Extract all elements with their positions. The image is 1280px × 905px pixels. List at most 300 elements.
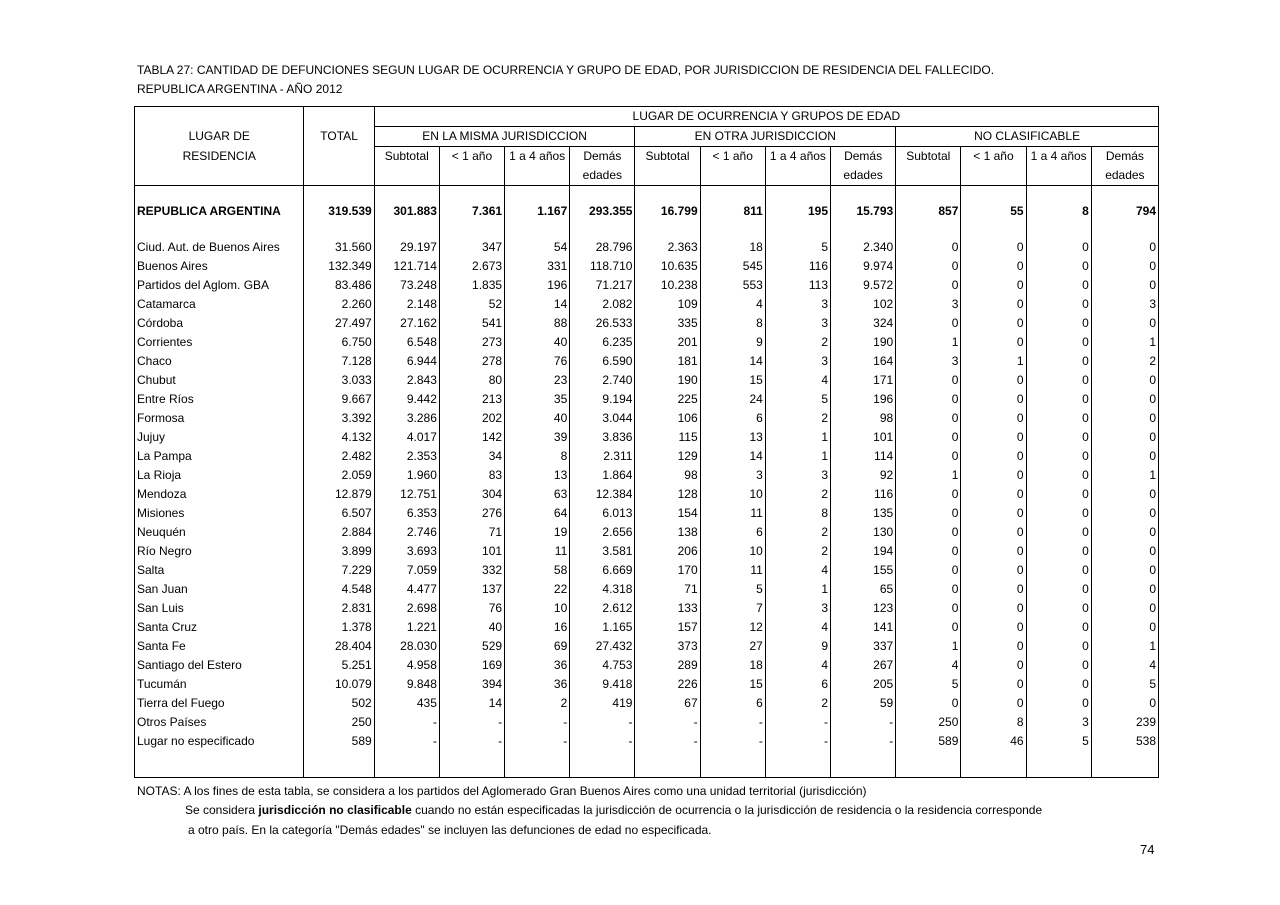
cell: 31.560 [304, 238, 374, 257]
cell: 0 [896, 447, 961, 466]
cell: 0 [896, 428, 961, 447]
cell: 4.318 [570, 580, 635, 599]
table-row [135, 561, 1159, 580]
cell: 419 [570, 694, 635, 713]
cell: 0 [1091, 314, 1158, 333]
cell: 10 [700, 542, 765, 561]
cell: 0 [1026, 276, 1091, 295]
cell: 2.148 [374, 295, 439, 314]
table-row [135, 713, 1159, 732]
notes-line2: Se considera jurisdicción no clasificable cuando no están especificadas la jurisdicción de ocurrencia o la jurisdicción de residencia o la residencia corresponde [185, 803, 1043, 817]
cell: 24 [700, 390, 765, 409]
cell: 195 [765, 198, 830, 224]
cell: 101 [831, 428, 896, 447]
cell: 1.864 [570, 466, 635, 485]
cell: 14 [505, 295, 570, 314]
cell: 6.590 [570, 352, 635, 371]
cell: 8 [505, 447, 570, 466]
cell: 0 [961, 637, 1026, 656]
cell: - [831, 713, 896, 732]
row-name: Río Negro [135, 542, 304, 561]
cell: 1 [896, 637, 961, 656]
cell: 589 [304, 732, 374, 751]
cell: 0 [961, 371, 1026, 390]
cell: 589 [896, 732, 961, 751]
table-row [135, 694, 1159, 713]
table-row [135, 295, 1159, 314]
cell: 347 [439, 238, 504, 257]
cell: 0 [961, 485, 1026, 504]
cell: 19 [505, 523, 570, 542]
cell: 1 [765, 580, 830, 599]
cell: 2.698 [374, 599, 439, 618]
cell: 54 [505, 238, 570, 257]
header-subtotal: Subtotal [635, 147, 700, 167]
cell: 0 [961, 561, 1026, 580]
cell: 553 [700, 276, 765, 295]
row-name: Santa Cruz [135, 618, 304, 637]
cell: 102 [831, 295, 896, 314]
cell: 3.836 [570, 428, 635, 447]
cell: 196 [831, 390, 896, 409]
cell: 373 [635, 637, 700, 656]
cell: 29.197 [374, 238, 439, 257]
cell: 9 [700, 333, 765, 352]
row-name: Salta [135, 561, 304, 580]
row-name: La Pampa [135, 447, 304, 466]
cell: 5.251 [304, 656, 374, 675]
cell: 170 [635, 561, 700, 580]
cell: 0 [1091, 276, 1158, 295]
cell: 0 [961, 523, 1026, 542]
table-row [135, 656, 1159, 675]
cell: 0 [1026, 580, 1091, 599]
cell: 12.384 [570, 485, 635, 504]
cell: 794 [1091, 198, 1158, 224]
cell: 137 [439, 580, 504, 599]
cell: 0 [896, 409, 961, 428]
cell: 1 [765, 447, 830, 466]
cell: 2 [505, 694, 570, 713]
cell: 106 [635, 409, 700, 428]
cell: 3 [765, 466, 830, 485]
cell: 0 [1091, 409, 1158, 428]
cell: 1.165 [570, 618, 635, 637]
summary-row [135, 198, 1159, 224]
cell: 0 [896, 257, 961, 276]
cell: 73.248 [374, 276, 439, 295]
cell: 205 [831, 675, 896, 694]
cell: 28.030 [374, 637, 439, 656]
cell: 394 [439, 675, 504, 694]
cell: 335 [635, 314, 700, 333]
cell: 8 [700, 314, 765, 333]
header-subtotal: Subtotal [896, 147, 961, 167]
cell: 13 [505, 466, 570, 485]
cell: 2.656 [570, 523, 635, 542]
cell: 3 [896, 352, 961, 371]
cell: 6.353 [374, 504, 439, 523]
cell: 4.132 [304, 428, 374, 447]
cell: 5 [1026, 732, 1091, 751]
cell: 304 [439, 485, 504, 504]
table-row [135, 523, 1159, 542]
cell: 0 [896, 561, 961, 580]
cell: 15 [700, 371, 765, 390]
cell: 83 [439, 466, 504, 485]
row-name: La Rioja [135, 466, 304, 485]
cell: 0 [896, 599, 961, 618]
header-demas: Demás [1091, 147, 1158, 167]
cell: 0 [896, 390, 961, 409]
row-name: Santa Fe [135, 637, 304, 656]
row-name: Neuquén [135, 523, 304, 542]
cell: 0 [961, 694, 1026, 713]
cell: 4 [765, 371, 830, 390]
cell: 9.974 [831, 257, 896, 276]
table-subtitle: REPUBLICA ARGENTINA - AÑO 2012 [137, 82, 343, 96]
table-row [135, 675, 1159, 694]
header-1a4: 1 a 4 años [505, 147, 570, 167]
cell: 2 [765, 409, 830, 428]
cell: 0 [1026, 314, 1091, 333]
cell: 2.746 [374, 523, 439, 542]
cell: 0 [896, 618, 961, 637]
cell: 435 [374, 694, 439, 713]
cell: 171 [831, 371, 896, 390]
cell: 250 [896, 713, 961, 732]
cell: 0 [1026, 352, 1091, 371]
cell: 6.750 [304, 333, 374, 352]
cell: 98 [635, 466, 700, 485]
cell: 11 [505, 542, 570, 561]
cell: 0 [961, 675, 1026, 694]
cell: - [570, 713, 635, 732]
cell: 133 [635, 599, 700, 618]
cell: 9.848 [374, 675, 439, 694]
cell: 76 [505, 352, 570, 371]
cell: 12.879 [304, 485, 374, 504]
cell: - [765, 732, 830, 751]
table-row [135, 732, 1159, 751]
row-name: San Luis [135, 599, 304, 618]
cell: 101 [439, 542, 504, 561]
cell: 6.669 [570, 561, 635, 580]
cell: 28.796 [570, 238, 635, 257]
cell: 0 [961, 542, 1026, 561]
cell: 2 [765, 542, 830, 561]
row-name: Santiago del Estero [135, 656, 304, 675]
header-1a4: 1 a 4 años [765, 147, 830, 167]
cell: 10 [700, 485, 765, 504]
cell: 46 [961, 732, 1026, 751]
table-row [135, 542, 1159, 561]
cell: 130 [831, 523, 896, 542]
table-row [135, 447, 1159, 466]
header-lt1: < 1 año [439, 147, 504, 167]
cell: 27 [700, 637, 765, 656]
table-row [135, 599, 1159, 618]
cell: 6.548 [374, 333, 439, 352]
cell: 0 [1091, 238, 1158, 257]
cell: 14 [700, 447, 765, 466]
cell: 1.221 [374, 618, 439, 637]
cell: 64 [505, 504, 570, 523]
cell: 0 [1026, 599, 1091, 618]
cell: 80 [439, 371, 504, 390]
cell: - [700, 732, 765, 751]
table-row [135, 276, 1159, 295]
row-name: Chubut [135, 371, 304, 390]
cell: 71 [635, 580, 700, 599]
cell: 2.843 [374, 371, 439, 390]
cell: 0 [1091, 523, 1158, 542]
header-no-clasificable: NO CLASIFICABLE [896, 127, 1159, 147]
table-title: TABLA 27: CANTIDAD DE DEFUNCIONES SEGUN LUGAR DE OCURRENCIA Y GRUPO DE EDAD, POR JURISDICCION DE RESIDENCIA DEL FALLECIDO. [137, 63, 995, 77]
cell: 10.238 [635, 276, 700, 295]
row-name: Tucumán [135, 675, 304, 694]
cell: 0 [1091, 561, 1158, 580]
cell: 0 [961, 333, 1026, 352]
header-lugar-ocurrencia: LUGAR DE OCURRENCIA Y GRUPOS DE EDAD [374, 107, 1158, 127]
cell: 0 [1091, 485, 1158, 504]
cell: 5 [1091, 675, 1158, 694]
cell: 0 [1026, 675, 1091, 694]
cell: 27.497 [304, 314, 374, 333]
cell: 181 [635, 352, 700, 371]
row-name: San Juan [135, 580, 304, 599]
cell: 2.340 [831, 238, 896, 257]
cell: 3 [1091, 295, 1158, 314]
cell: 40 [439, 618, 504, 637]
cell: - [831, 732, 896, 751]
cell: 0 [961, 314, 1026, 333]
cell: 114 [831, 447, 896, 466]
cell: 6.235 [570, 333, 635, 352]
cell: 0 [1091, 390, 1158, 409]
cell: 0 [1026, 390, 1091, 409]
cell: 502 [304, 694, 374, 713]
cell: 59 [831, 694, 896, 713]
cell: 0 [961, 447, 1026, 466]
cell: 88 [505, 314, 570, 333]
cell: 332 [439, 561, 504, 580]
cell: 3.392 [304, 409, 374, 428]
cell: 2.059 [304, 466, 374, 485]
cell: 3.581 [570, 542, 635, 561]
row-name: Mendoza [135, 485, 304, 504]
cell: 1 [1091, 333, 1158, 352]
cell: 71 [439, 523, 504, 542]
cell: 6.507 [304, 504, 374, 523]
header-lt1: < 1 año [961, 147, 1026, 167]
table-row [135, 618, 1159, 637]
cell: 0 [1026, 485, 1091, 504]
row-name: Otros Países [135, 713, 304, 732]
cell: 319.539 [304, 198, 374, 224]
cell: 0 [961, 428, 1026, 447]
cell: 2 [765, 485, 830, 504]
cell: 71.217 [570, 276, 635, 295]
row-name: Formosa [135, 409, 304, 428]
cell: 8 [765, 504, 830, 523]
cell: 9.418 [570, 675, 635, 694]
cell: 129 [635, 447, 700, 466]
cell: 40 [505, 333, 570, 352]
header-demas: Demás [570, 147, 635, 167]
cell: 0 [1026, 504, 1091, 523]
cell: 4 [765, 618, 830, 637]
cell: 0 [1026, 447, 1091, 466]
cell: 0 [961, 295, 1026, 314]
cell: 2.612 [570, 599, 635, 618]
cell: 0 [1091, 580, 1158, 599]
cell: 1 [765, 428, 830, 447]
row-name: Lugar no especificado [135, 732, 304, 751]
header-demas: Demás [831, 147, 896, 167]
row-name: Ciud. Aut. de Buenos Aires [135, 238, 304, 257]
row-name: Corrientes [135, 333, 304, 352]
cell: 857 [896, 198, 961, 224]
cell: 0 [1026, 656, 1091, 675]
cell: 15.793 [831, 198, 896, 224]
cell: 2.831 [304, 599, 374, 618]
cell: 2 [765, 333, 830, 352]
cell: 0 [1026, 561, 1091, 580]
header-edades: edades [831, 166, 896, 186]
cell: 7.059 [374, 561, 439, 580]
cell: 65 [831, 580, 896, 599]
table-row [135, 390, 1159, 409]
cell: 0 [1091, 257, 1158, 276]
cell: 194 [831, 542, 896, 561]
table-row [135, 238, 1159, 257]
cell: 22 [505, 580, 570, 599]
row-name: Catamarca [135, 295, 304, 314]
cell: 3.033 [304, 371, 374, 390]
cell: 34 [439, 447, 504, 466]
cell: 164 [831, 352, 896, 371]
header-misma-jurisdiccion: EN LA MISMA JURISDICCION [374, 127, 635, 147]
cell: 196 [505, 276, 570, 295]
cell: 16.799 [635, 198, 700, 224]
cell: 3 [765, 599, 830, 618]
row-name: Tierra del Fuego [135, 694, 304, 713]
table-row [135, 314, 1159, 333]
row-name: Jujuy [135, 428, 304, 447]
cell: 35 [505, 390, 570, 409]
row-name: REPUBLICA ARGENTINA [135, 198, 304, 224]
notes-line1: NOTAS: A los fines de esta tabla, se considera a los partidos del Aglomerado Gran Buenos Aires como una unidad territorial (jurisdicción) [137, 784, 867, 798]
cell: 6 [765, 675, 830, 694]
table-row [135, 580, 1159, 599]
cell: 5 [765, 390, 830, 409]
cell: 0 [1026, 466, 1091, 485]
cell: 169 [439, 656, 504, 675]
table-row [135, 504, 1159, 523]
cell: 4 [765, 656, 830, 675]
cell: 0 [961, 409, 1026, 428]
cell: 0 [1091, 694, 1158, 713]
page-number: 74 [1140, 842, 1155, 857]
cell: 278 [439, 352, 504, 371]
cell: 1.835 [439, 276, 504, 295]
cell: 7 [700, 599, 765, 618]
cell: 2 [1091, 352, 1158, 371]
cell: 0 [1091, 599, 1158, 618]
cell: 1 [1091, 466, 1158, 485]
cell: 0 [1026, 371, 1091, 390]
cell: 116 [831, 485, 896, 504]
cell: 1.960 [374, 466, 439, 485]
cell: 123 [831, 599, 896, 618]
cell: 4 [700, 295, 765, 314]
cell: 201 [635, 333, 700, 352]
cell: 0 [896, 371, 961, 390]
cell: 1.167 [505, 198, 570, 224]
cell: 7.361 [439, 198, 504, 224]
cell: 14 [700, 352, 765, 371]
cell: 12 [700, 618, 765, 637]
cell: 3.044 [570, 409, 635, 428]
cell: 6.944 [374, 352, 439, 371]
cell: 154 [635, 504, 700, 523]
cell: - [635, 713, 700, 732]
cell: - [505, 732, 570, 751]
cell: 155 [831, 561, 896, 580]
cell: 0 [896, 580, 961, 599]
cell: - [505, 713, 570, 732]
cell: 0 [961, 618, 1026, 637]
row-name: Entre Ríos [135, 390, 304, 409]
table-row [135, 352, 1159, 371]
header-edades: edades [1091, 166, 1158, 186]
cell: 4 [765, 561, 830, 580]
cell: 3.899 [304, 542, 374, 561]
cell: 0 [1026, 409, 1091, 428]
cell: 8 [1026, 198, 1091, 224]
row-name: Partidos del Aglom. GBA [135, 276, 304, 295]
cell: 52 [439, 295, 504, 314]
header-lugar-line1: LUGAR DE [135, 127, 304, 147]
deaths-table [134, 106, 1159, 778]
cell: 9.194 [570, 390, 635, 409]
cell: 2.740 [570, 371, 635, 390]
cell: 141 [831, 618, 896, 637]
cell: 18 [700, 238, 765, 257]
cell: 0 [961, 599, 1026, 618]
cell: 9 [765, 637, 830, 656]
header-lt1: < 1 año [700, 147, 765, 167]
cell: 5 [896, 675, 961, 694]
cell: 135 [831, 504, 896, 523]
cell: 157 [635, 618, 700, 637]
cell: 2.363 [635, 238, 700, 257]
cell: 0 [1026, 295, 1091, 314]
cell: 226 [635, 675, 700, 694]
cell: 0 [896, 314, 961, 333]
cell: 267 [831, 656, 896, 675]
cell: 118.710 [570, 257, 635, 276]
header-subtotal: Subtotal [374, 147, 439, 167]
cell: 0 [1091, 428, 1158, 447]
cell: 3.693 [374, 542, 439, 561]
row-name: Misiones [135, 504, 304, 523]
cell: 92 [831, 466, 896, 485]
cell: 4.017 [374, 428, 439, 447]
cell: 15 [700, 675, 765, 694]
row-name: Buenos Aires [135, 257, 304, 276]
